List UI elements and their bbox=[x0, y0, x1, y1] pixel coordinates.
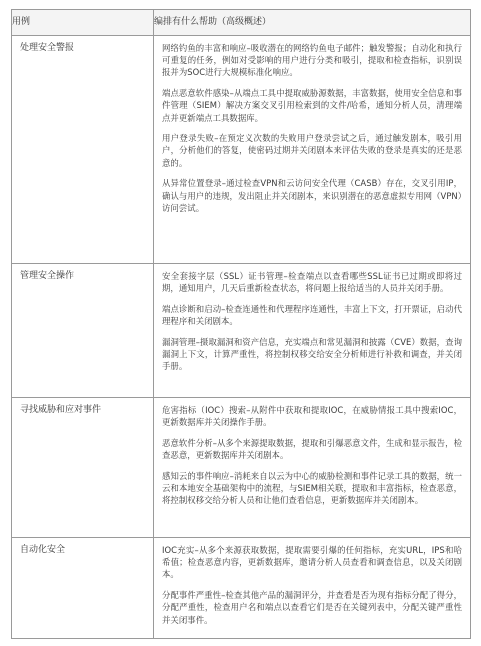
use-case-table bbox=[11, 9, 471, 639]
table-row bbox=[12, 264, 471, 398]
description-paragraph: 安全套接字层（SSL）证书管理–检查端点以查看哪些SSL证书已过期或即将过期，通知用户，几天后重新检查状态，将问题上报给适当的人员并关闭手册。 bbox=[162, 271, 462, 294]
row-category: 管理安全操作 bbox=[12, 264, 154, 398]
description-paragraph: 感知云的事件响应–消耗来自以云为中心的威胁检测和事件记录工具的数据，统一云和本地安全基础架构中的流程，与SIEM相关联，提取和丰富指标，检查恶意，将控制权移交给分析人员和让他们查看信息，更新数据库并关闭剧本。 bbox=[162, 470, 462, 506]
description-paragraph: IOC充实–从多个来源获取数据，提取需要引爆的任何指标，充实URL，IPS和哈希值；检查恶意内容，更新数据库，邀请分析人员查看和调查信息，以及关闭剧本。 bbox=[162, 545, 462, 580]
description-paragraph: 分配事件严重性–检查其他产品的漏洞评分，并查看是否为现有指标分配了得分，分配严重性，检查用户名和端点以查看它们是否在关键列表中，分配关键严重性并关闭事件。 bbox=[162, 590, 462, 625]
header-use-case: 用例 bbox=[12, 10, 154, 36]
table-row bbox=[12, 538, 471, 639]
table-row bbox=[12, 36, 471, 264]
row-description bbox=[154, 264, 471, 398]
description-paragraph: 端点诊断和启动–检查连通性和代理程序连通性，丰富上下文，打开票证，启动代理程序和关闭剧本。 bbox=[162, 303, 462, 327]
row-description bbox=[154, 36, 471, 264]
description-paragraph: 端点恶意软件感染–从端点工具中提取威胁源数据，丰富数据，使用安全信息和事件管理（SIEM）解决方案交叉引用检索到的文件/哈希，通知分析人员，清理端点并更新端点工具数据库。 bbox=[162, 88, 462, 123]
description-paragraph: 漏洞管理–摄取漏洞和资产信息，充实端点和常见漏洞和披露（CVE）数据，查询漏洞上下文，计算严重性，将控制权移交给安全分析师进行补救和调查，并关闭手册。 bbox=[162, 336, 462, 372]
table-header-row bbox=[12, 10, 471, 36]
description-paragraph: 恶意软件分析–从多个来源提取数据，提取和引爆恶意文件，生成和显示报告，检查恶意，更新数据库并关闭剧本。 bbox=[162, 437, 462, 461]
description-paragraph: 用户登录失败–在预定义次数的失败用户登录尝试之后，通过触发剧本，吸引用户，分析他们的答复，使密码过期并关闭剧本来评估失败的登录是真实的还是恶意的。 bbox=[162, 133, 462, 168]
row-category: 处理安全警报 bbox=[12, 36, 154, 264]
row-category: 自动化安全 bbox=[12, 538, 154, 639]
description-paragraph: 网络钓鱼的丰富和响应–吸收潜在的网络钓鱼电子邮件；触发警报；自动化和执行可重复的任务，例如对受影响的用户进行分类和吸引，提取和检查指标，识别误报并为SOC进行大规模标准化响应。 bbox=[162, 43, 462, 78]
row-description bbox=[154, 538, 471, 639]
table-row bbox=[12, 398, 471, 538]
row-category: 寻找威胁和应对事件 bbox=[12, 398, 154, 538]
description-paragraph: 从异常位置登录–通过检查VPN和云访问安全代理（CASB）存在，交叉引用IP，确认与用户的违规，发出阻止并关闭剧本，来识别潜在的恶意虚拟专用网（VPN）访问尝试。 bbox=[162, 178, 462, 213]
header-description: 编排有什么帮助（高级概述） bbox=[154, 10, 471, 36]
description-paragraph: 危害指标（IOC）搜索–从附件中获取和提取IOC，在威胁情报工具中搜索IOC，更新数据库并关闭操作手册。 bbox=[162, 405, 462, 428]
row-description bbox=[154, 398, 471, 538]
